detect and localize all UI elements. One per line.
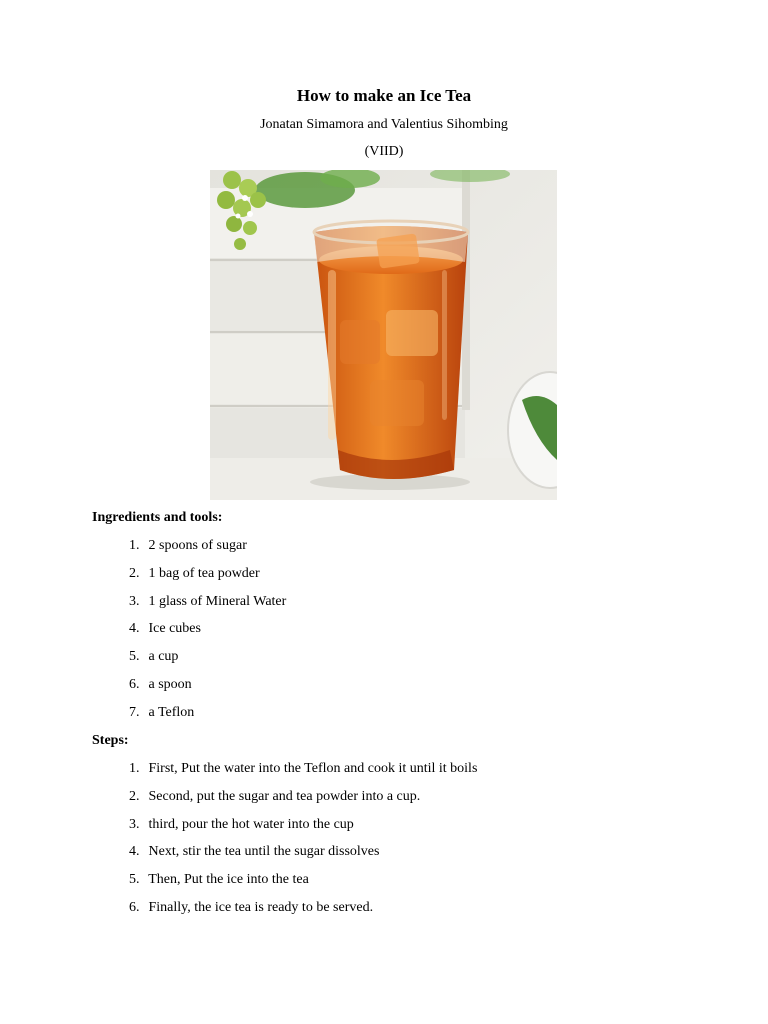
list-item: 6. a spoon xyxy=(129,676,192,692)
list-item: 6. Finally, the ice tea is ready to be served. xyxy=(129,899,374,915)
list-item: 3. third, pour the hot water into the cup xyxy=(129,816,354,832)
list-item: 7. a Teflon xyxy=(129,704,195,720)
list-item: 5. Then, Put the ice into the tea xyxy=(129,872,309,888)
document-authors: Jonatan Simamora and Valentius Sihombing xyxy=(260,117,508,132)
document-title: How to make an Ice Tea xyxy=(296,86,472,105)
steps-heading: Steps: xyxy=(92,733,129,748)
list-item: 5. a cup xyxy=(129,649,179,665)
list-item: 4. Next, stir the tea until the sugar dissolves xyxy=(129,844,380,860)
ice-tea-photo xyxy=(210,170,557,500)
list-item: 4. Ice cubes xyxy=(129,621,201,637)
list-item: 1. 2 spoons of sugar xyxy=(129,538,247,553)
ingredients-list xyxy=(129,538,286,733)
list-item: 3. 1 glass of Mineral Water xyxy=(129,593,287,609)
steps-list xyxy=(129,761,477,928)
ingredients-heading: Ingredients and tools: xyxy=(92,510,223,525)
list-item: 2. Second, put the sugar and tea powder into a cup. xyxy=(129,788,421,804)
list-item: 2. 1 bag of tea powder xyxy=(129,565,260,581)
list-item: 1. First, Put the water into the Teflon and cook it until it boils xyxy=(129,761,478,776)
class-label: (VIID) xyxy=(364,144,404,159)
